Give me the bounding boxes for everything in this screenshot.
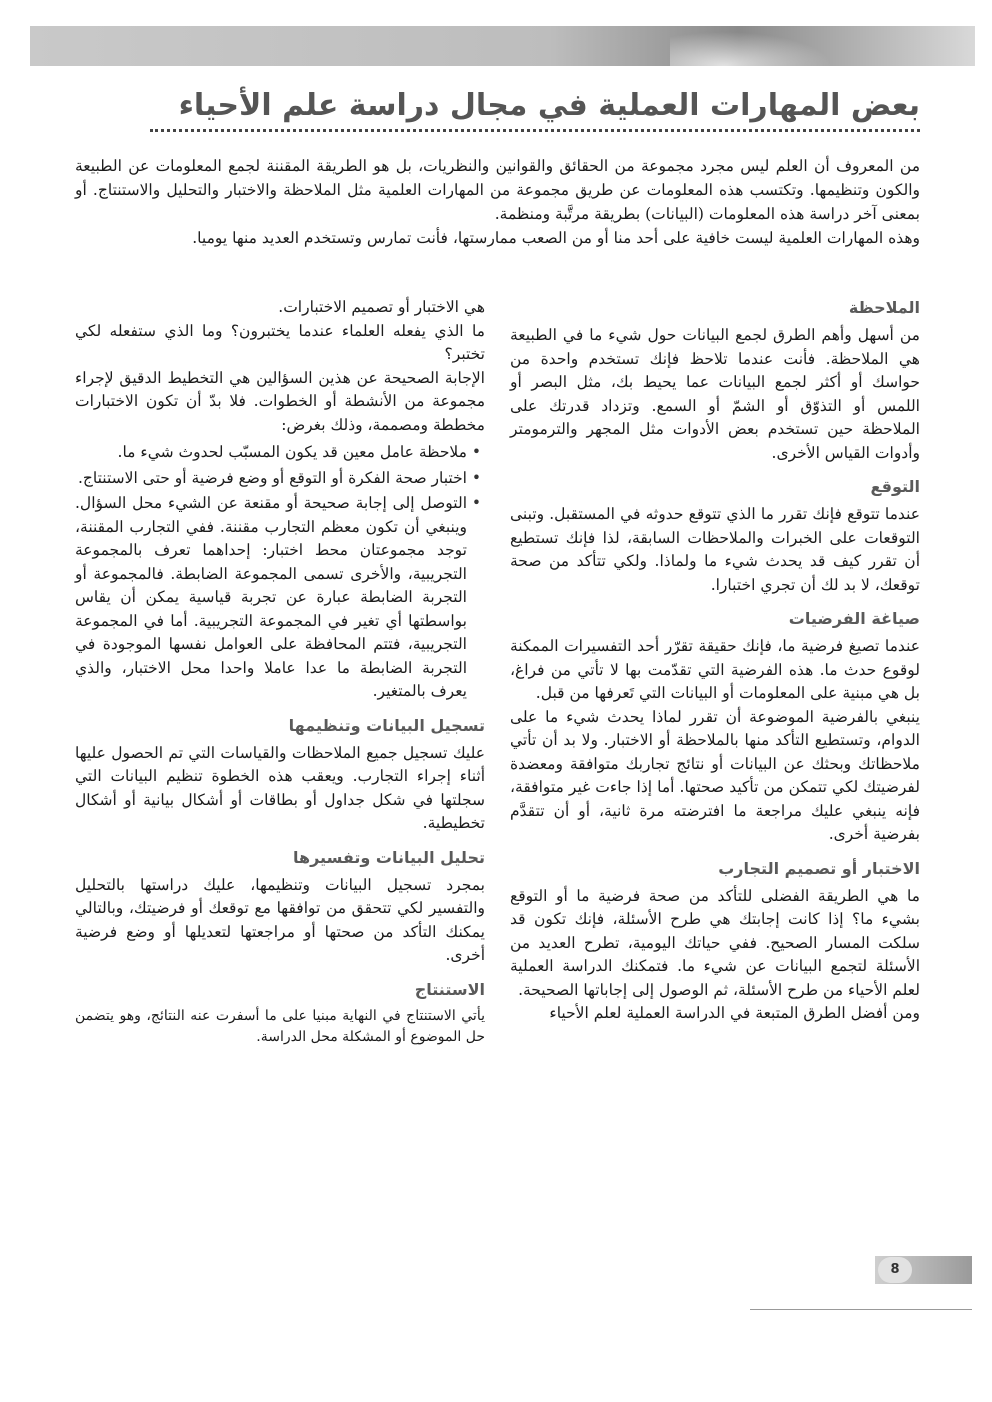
analysis-text: بمجرد تسجيل البيانات وتنظيمها، عليك دراستها بالتحليل والتفسير لكي تتحقق من توافقها مع توقعك أو فرضيتك، وبالتالي يمكنك التأكد من صحتها أو مراجعتها لتعديلها أو وضع فرضية أخرى. bbox=[75, 875, 485, 964]
experiment-continued: هي الاختبار أو تصميم الاختبارات. bbox=[278, 298, 485, 316]
hypothesis-text: ينبغي بالفرضية الموضوعة أن تقرر لماذا يحدث شيء ما على الدوام، وتستطيع التأكد منها بالملاحظة أو الاختبار. ولا بد أن تأتي ملاحظاتك وبحثك عن البيانات أو نتائج تجاربك متوافقة ومعضدة لفرضيتك لكي تتمكن من تأكيد صحتها. أما إذا جاءت غير متوافقة، فإنه ينبغي عليك مراجعة ما افترضته مرة ثانية، أو أن تتقدَّم بفرضية أخرى. bbox=[510, 707, 920, 843]
purpose-list bbox=[75, 441, 485, 704]
observation-text: من أسهل وأهم الطرق لجمع البيانات حول شيء ما في الطبيعة هي الملاحظة. فأنت عندما تلاحظ فإنك تستخدم واحدة من حواسك أو أكثر لجمع البيانات عما يحيط بك، مثل البصر أو اللمس أو التذوّق أو الشمّ أو السمع. وتزداد قدرتك على الملاحظة حين تستخدم بعض الأدوات مثل المجهر والترمومتر وأدوات القياس الأخرى. bbox=[510, 326, 920, 462]
intro-text bbox=[75, 154, 920, 250]
page-title: بعض المهارات العملية في مجال دراسة علم الأحياء bbox=[178, 88, 920, 123]
title-dotted-rule bbox=[150, 129, 920, 132]
intro-paragraph: وهذه المهارات العلمية ليست خافية على أحد منا أو من الصعب ممارستها، فأنت تمارس وتستخدم العديد منها يوميا. bbox=[192, 229, 920, 247]
experiment-question: ما الذي يفعله العلماء عندما يختبرون؟ وما الذي ستفعله لكي تختبر؟ bbox=[75, 321, 485, 363]
section-heading-prediction: التوقع bbox=[870, 477, 920, 496]
section-heading-recording: تسجيل البيانات وتنظيمها bbox=[288, 715, 485, 735]
recording-text: عليك تسجيل جميع الملاحظات والقياسات التي تم الحصول عليها أثناء إجراء التجارب. ويعقب هذه الخطوة تنظيم البيانات التي سجلتها في شكل جداول أو بطاقات أو أشكال بيانية أو أشكال تخطيطية. bbox=[75, 743, 485, 832]
list-item: • التوصل إلى إجابة صحيحة أو مقنعة عن الشيء محل السؤال. وينبغي أن تكون معظم التجارب مقننة. ففي التجارب المقننة، توجد مجموعتان محط اختبار: إحداهما تعرف بالمجموعة التجريبية، والأخرى تسمى المجموعة الضابطة. فالمجموعة أو التجربة الضابطة عبارة عن تجربة قياسية يمكن أن يقاس بواسطتها أي تغير في المجموعة التجريبية. أما في المجموعة التجريبية، فتتم المحافظة على العوامل نفسها الموجودة في التجربة الضابطة ما عدا عاملا واحدا محل الاختبار، والذي يعرف بالمتغير. bbox=[75, 492, 467, 704]
experiment-text: ومن أفضل الطرق المتبعة في الدراسة العملية لعلم الأحياء bbox=[549, 1004, 920, 1022]
conclusion-text: يأتي الاستنتاج في النهاية مبنيا على ما أسفرت عنه النتائج، وهو يتضمن حل الموضوع أو المشكلة محل الدراسة. bbox=[75, 1007, 485, 1045]
hypothesis-text: عندما تصيغ فرضية ما، فإنك حقيقة تقرّر أحد التفسيرات الممكنة لوقوع حدث ما. هذه الفرضية التي تقدّمت بها لا تأتي من فراغ، بل هي مبنية على المعلومات أو البيانات التي تَعرفها من قبل. bbox=[510, 637, 920, 702]
page-number: 8 bbox=[878, 1257, 912, 1283]
left-column bbox=[75, 296, 485, 1048]
intro-paragraph: من المعروف أن العلم ليس مجرد مجموعة من الحقائق والقوانين والنظريات، بل هو الطريقة المقننة لجمع المعلومات عن الطبيعة والكون وتنظيمها. وتكتسب هذه المعلومات عن طريق مجموعة من المهارات العلمية مثل الملاحظة والاختبار والتحليل والاستنتاج. أو بمعنى آخر دراسة هذه المعلومات (البيانات) بطريقة مرتَّبة ومنظمة. bbox=[75, 157, 920, 223]
footer-rule bbox=[750, 1309, 972, 1310]
prediction-text: عندما تتوقع فإنك تقرر ما الذي تتوقع حدوثه في المستقبل. وتبنى التوقعات على الخبرات والملاحظات السابقة، لذا فإنك تستطيع أن تقرر كيف قد يحدث شيء ما ولماذا. ولكي تتأكد من صحة توقعك، لا بد لك أن تجري اختبارا. bbox=[510, 505, 920, 594]
section-heading-hypothesis: صياغة الفرضيات bbox=[788, 609, 920, 628]
section-heading-analysis: تحليل البيانات وتفسيرها bbox=[292, 847, 485, 867]
section-heading-observation: الملاحظة bbox=[848, 298, 920, 317]
section-heading-experiment: الاختبار أو تصميم التجارب bbox=[718, 858, 920, 878]
list-item: • ملاحظة عامل معين قد يكون المسبّب لحدوث شيء ما. bbox=[75, 441, 467, 465]
list-item: • اختبار صحة الفكرة أو التوقع أو وضع فرضية أو حتى الاستنتاج. bbox=[75, 467, 467, 491]
experiment-answer: الإجابة الصحيحة عن هذين السؤالين هي التخطيط الدقيق لإجراء مجموعة من الأنشطة أو الخطوات. فلا بدّ أن تكون الاختبارات مخططة ومصممة، وذلك بغرض: bbox=[75, 368, 485, 434]
experiment-text: ما هي الطريقة الفضلى للتأكد من صحة فرضية ما أو التوقع بشيء ما؟ إذا كانت إجابتك هي طرح الأسئلة، فإنك تكون قد سلكت المسار الصحيح. ففي حياتك اليومية، تطرح العديد من الأسئلة لتجمع البيانات عن شيء ما. فتمكنك الدراسة العملية لعلم الأحياء من طرح الأسئلة، ثم الوصول إلى إجاباتها الصحيحة. bbox=[510, 886, 920, 999]
section-heading-conclusion: الاستنتاج bbox=[414, 979, 485, 999]
header-band bbox=[30, 26, 975, 66]
right-column bbox=[510, 296, 920, 1026]
